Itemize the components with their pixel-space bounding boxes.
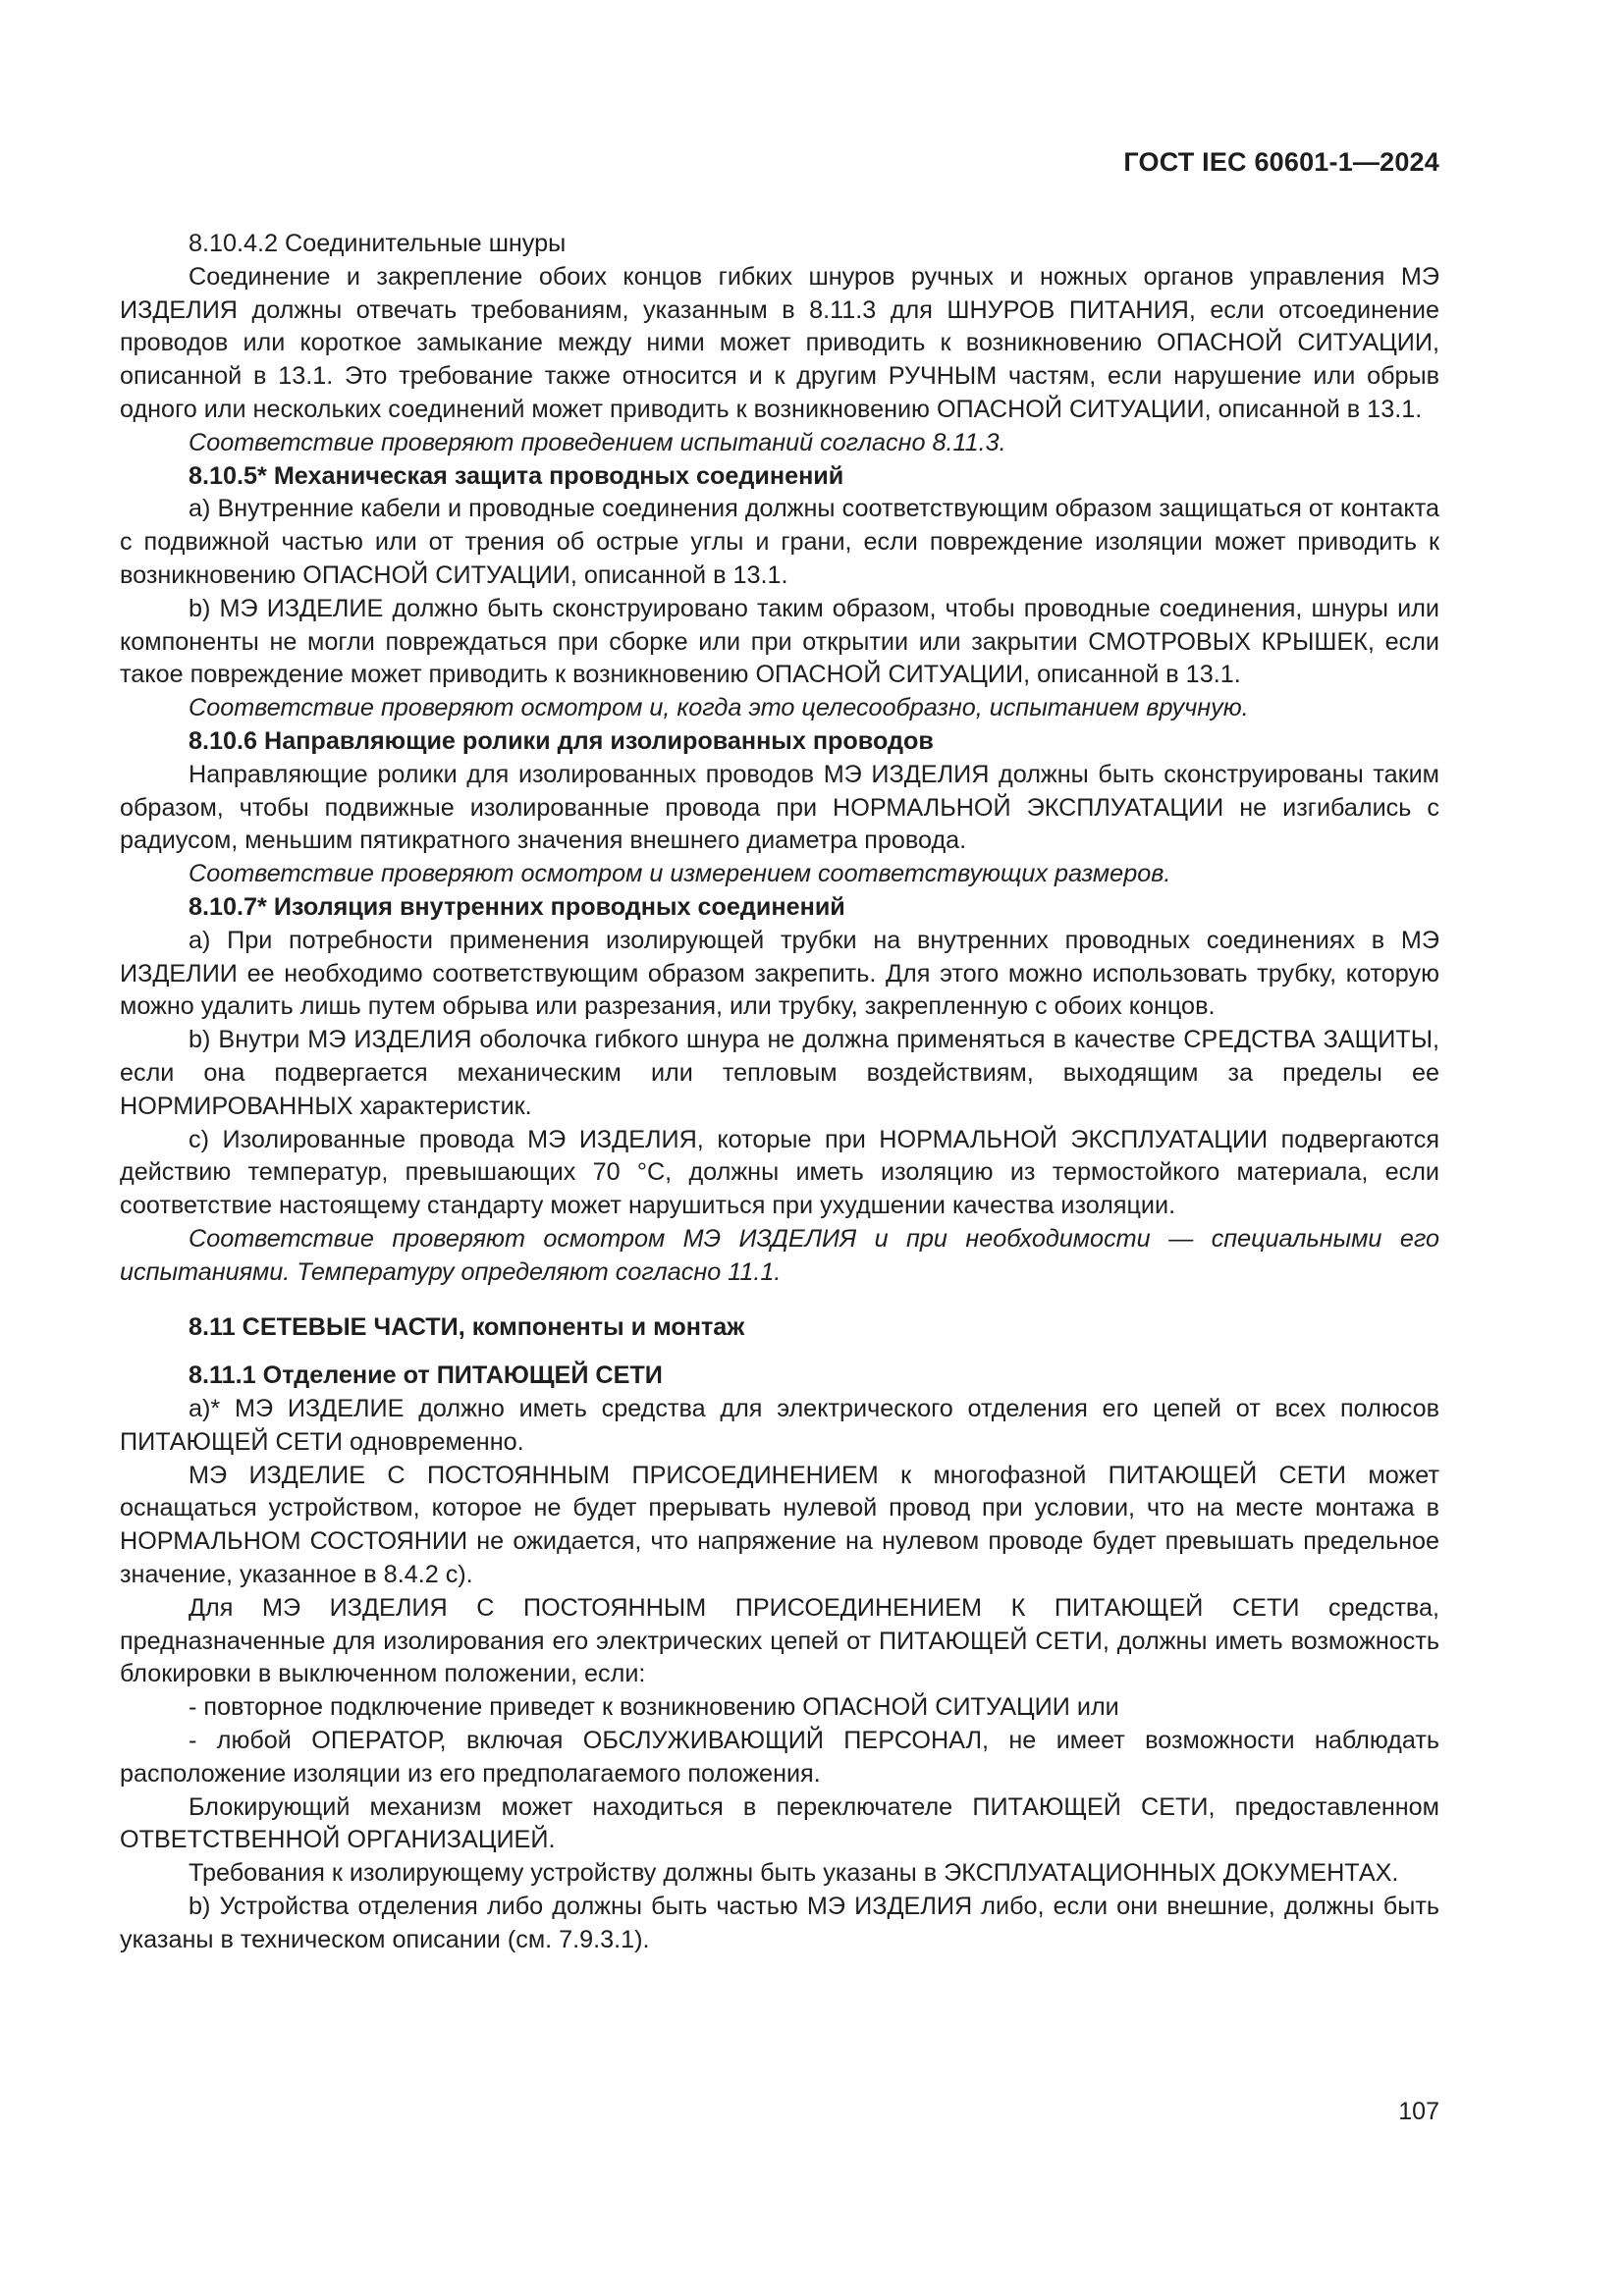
clause-heading: 8.10.6 Направляющие ролики для изолированных проводов <box>189 726 934 755</box>
compliance-note: Соответствие проверяют проведением испытаний согласно 8.11.3. <box>189 428 1006 456</box>
compliance-note: Соответствие проверяют осмотром МЭ ИЗДЕЛИЯ и при необходимости — специальными его испытаниями. Температуру определяют согласно 11.1. <box>120 1224 1439 1286</box>
standard-header: ГОСТ IEC 60601-1—2024 <box>1123 147 1439 177</box>
clause-heading: 8.10.7* Изоляция внутренних проводных соединений <box>189 892 845 921</box>
list-item: - любой ОПЕРАТОР, включая ОБСЛУЖИВАЮЩИЙ ПЕРСОНАЛ, не имеет возможности наблюдать расположение изоляции из его предполагаемого положения. <box>120 1727 1439 1788</box>
paragraph: c) Изолированные провода МЭ ИЗДЕЛИЯ, которые при НОРМАЛЬНОЙ ЭКСПЛУАТАЦИИ подвергаются действию температур, превышающих 70 °С, должны иметь изоляцию из термостойкого материала, если соответствие настоящему стандарту может нарушиться при ухудшении качества изоляции. <box>120 1125 1439 1220</box>
paragraph: b) Внутри МЭ ИЗДЕЛИЯ оболочка гибкого шнура не должна применяться в качестве СРЕДСТВА ЗАЩИТЫ, если она подвергается механическим или тепловым воздействиям, выходящим за пределы ее НОРМИРОВАННЫХ характеристик. <box>120 1026 1439 1120</box>
compliance-note: Соответствие проверяют осмотром и, когда это целесообразно, испытанием вручную. <box>189 694 1249 722</box>
paragraph: МЭ ИЗДЕЛИЕ С ПОСТОЯННЫМ ПРИСОЕДИНЕНИЕМ к многофазной ПИТАЮЩЕЙ СЕТИ может оснащаться устройством, которое не будет прерывать нулевой провод при условии, что на месте монтажа в НОРМАЛЬНОМ СОСТОЯНИИ не ожидается, что напряжение на нулевом проводе будет превышать предельное значение, указанное в 8.4.2 с). <box>120 1461 1439 1589</box>
paragraph: Для МЭ ИЗДЕЛИЯ С ПОСТОЯННЫМ ПРИСОЕДИНЕНИЕМ К ПИТАЮЩЕЙ СЕТИ средства, предназначенные для изолирования его электрических цепей от ПИТАЮЩЕЙ СЕТИ, должны иметь возможность блокировки в выключенном положении, если: <box>120 1593 1439 1688</box>
paragraph: b) МЭ ИЗДЕЛИЕ должно быть сконструировано таким образом, чтобы проводные соединения, шнуры или компоненты не могли повреждаться при сборке или при открытии или закрытии СМОТРОВЫХ КРЫШЕК, если такое повреждение может приводить к возникновению ОПАСНОЙ СИТУАЦИИ, описанной в 13.1. <box>120 594 1439 689</box>
compliance-note: Соответствие проверяют осмотром и измерением соответствующих размеров. <box>189 860 1171 888</box>
page-body <box>120 228 1439 1957</box>
clause-heading: 8.10.4.2 Соединительные шнуры <box>189 230 567 257</box>
paragraph: Требования к изолирующему устройству должны быть указаны в ЭКСПЛУАТАЦИОННЫХ ДОКУМЕНТАХ. <box>189 1859 1399 1888</box>
paragraph: Направляющие ролики для изолированных проводов МЭ ИЗДЕЛИЯ должны быть сконструированы таким образом, чтобы подвижные изолированные провода при НОРМАЛЬНОЙ ЭКСПЛУАТАЦИИ не изгибались с радиусом, меньшим пятикратного значения внешнего диаметра провода. <box>120 760 1439 855</box>
page-number: 107 <box>1398 2098 1439 2125</box>
section-heading: 8.11 СЕТЕВЫЕ ЧАСТИ, компоненты и монтаж <box>189 1312 745 1341</box>
clause-heading: 8.11.1 Отделение от ПИТАЮЩЕЙ СЕТИ <box>189 1362 663 1390</box>
paragraph: Блокирующий механизм может находиться в переключателе ПИТАЮЩЕЙ СЕТИ, предоставленном ОТВЕТСТВЕННОЙ ОРГАНИЗАЦИЕЙ. <box>120 1792 1439 1854</box>
paragraph: Соединение и закрепление обоих концов гибких шнуров ручных и ножных органов управления МЭ ИЗДЕЛИЯ должны отвечать требованиям, указанным в 8.11.3 для ШНУРОВ ПИТАНИЯ, если отсоединение проводов или короткое замыкание между ними может приводить к возникновению ОПАСНОЙ СИТУАЦИИ, описанной в 13.1. Это требование также относится и к другим РУЧНЫМ частям, если нарушение или обрыв одного или нескольких соединений может приводить к возникновению ОПАСНОЙ СИТУАЦИИ, описанной в 13.1. <box>120 262 1439 423</box>
paragraph: а)* МЭ ИЗДЕЛИЕ должно иметь средства для электрического отделения его цепей от всех полюсов ПИТАЮЩЕЙ СЕТИ одновременно. <box>120 1395 1439 1456</box>
clause-heading: 8.10.5* Механическая защита проводных соединений <box>189 461 844 490</box>
paragraph: а) При потребности применения изолирующей трубки на внутренних проводных соединениях в МЭ ИЗДЕЛИИ ее необходимо соответствующим образом закрепить. Для этого можно использовать трубку, которую можно удалить лишь путем обрыва или разрезания, или трубку, закрепленную с обоих концов. <box>120 926 1439 1021</box>
paragraph: а) Внутренние кабели и проводные соединения должны соответствующим образом защищаться от контакта с подвижной частью или от трения об острые углы и грани, если повреждение изоляции может приводить к возникновению ОПАСНОЙ СИТУАЦИИ, описанной в 13.1. <box>120 495 1439 589</box>
paragraph: b) Устройства отделения либо должны быть частью МЭ ИЗДЕЛИЯ либо, если они внешние, должны быть указаны в техническом описании (см. 7.9.3.1). <box>120 1893 1439 1953</box>
list-item: - повторное подключение приведет к возникновению ОПАСНОЙ СИТУАЦИИ или <box>189 1693 1119 1722</box>
